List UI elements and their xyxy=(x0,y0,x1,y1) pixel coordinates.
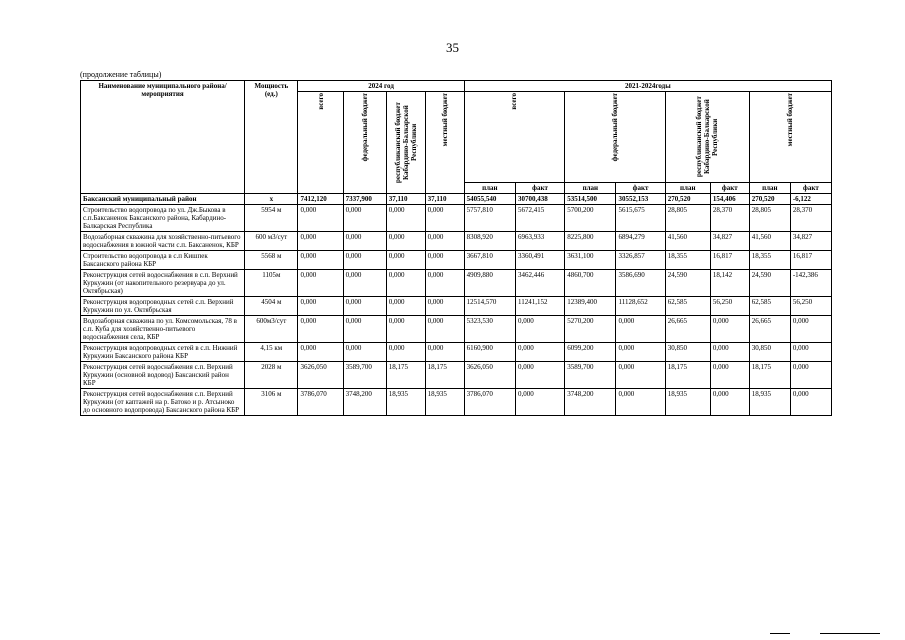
row-value: 0,000 xyxy=(386,251,425,270)
row-value: 26,665 xyxy=(665,316,710,343)
row-value: 62,585 xyxy=(749,297,790,316)
row-value: 18,175 xyxy=(749,362,790,389)
row-value: 30,850 xyxy=(665,343,710,362)
row-value: 3786,070 xyxy=(464,389,515,416)
row-value: 0,000 xyxy=(298,251,343,270)
row-value: 18,935 xyxy=(425,389,464,416)
header-plan: план xyxy=(749,183,790,194)
row-value: 18,175 xyxy=(425,362,464,389)
row-value: 18,935 xyxy=(386,389,425,416)
row-value: 34,827 xyxy=(790,232,831,251)
row-value: 6894,279 xyxy=(616,232,665,251)
row-name: Реконструкция водопроводных сетей с.п. Верхний Куркужин по ул. Октябрьская xyxy=(81,297,245,316)
table-row xyxy=(81,362,832,389)
row-value: 3326,857 xyxy=(616,251,665,270)
row-value: 0,000 xyxy=(515,343,564,362)
row-value: 24,590 xyxy=(749,270,790,297)
header-2024-local: местный бюджет xyxy=(425,92,464,194)
row-value: 3589,700 xyxy=(565,362,616,389)
row-value: 0,000 xyxy=(386,316,425,343)
row-capacity: х xyxy=(245,194,298,205)
table-row xyxy=(81,343,832,362)
row-value: 0,000 xyxy=(343,297,386,316)
bottom-rule-short xyxy=(770,633,790,634)
row-value: 18,355 xyxy=(665,251,710,270)
row-value: 5615,675 xyxy=(616,205,665,232)
row-value: 0,000 xyxy=(515,316,564,343)
header-plan: план xyxy=(565,183,616,194)
row-value: 18,355 xyxy=(749,251,790,270)
header-all-federal: федеральный бюджет xyxy=(565,92,666,183)
row-capacity: 5954 м xyxy=(245,205,298,232)
row-value: 3626,050 xyxy=(464,362,515,389)
row-value: 6099,200 xyxy=(565,343,616,362)
table-row xyxy=(81,316,832,343)
row-value: 30552,153 xyxy=(616,194,665,205)
table-row xyxy=(81,270,832,297)
row-value: 12514,570 xyxy=(464,297,515,316)
row-value: 8308,920 xyxy=(464,232,515,251)
header-all-total: всего xyxy=(464,92,565,183)
header-2024-republic: республиканский бюджет Кабардино-Балкарской Республики xyxy=(386,92,425,194)
row-value: 0,000 xyxy=(298,297,343,316)
row-value: 4909,880 xyxy=(464,270,515,297)
row-value: 3748,200 xyxy=(343,389,386,416)
row-value: 5700,200 xyxy=(565,205,616,232)
row-value: 34,827 xyxy=(710,232,749,251)
row-value: 56,250 xyxy=(790,297,831,316)
row-value: 3360,491 xyxy=(515,251,564,270)
row-name: Реконструкция водопроводных сетей в с.п. Нижний Куркужин Баксанского района КБР xyxy=(81,343,245,362)
row-value: 0,000 xyxy=(425,343,464,362)
row-value: 0,000 xyxy=(343,205,386,232)
row-value: 41,560 xyxy=(665,232,710,251)
row-value: 0,000 xyxy=(515,362,564,389)
row-value: 18,175 xyxy=(386,362,425,389)
row-value: 30,850 xyxy=(749,343,790,362)
row-value: 56,250 xyxy=(710,297,749,316)
row-value: 154,406 xyxy=(710,194,749,205)
row-value: 4860,700 xyxy=(565,270,616,297)
row-value: 0,000 xyxy=(616,316,665,343)
row-value: 11241,152 xyxy=(515,297,564,316)
row-value: 62,585 xyxy=(665,297,710,316)
row-value: 18,935 xyxy=(665,389,710,416)
row-value: 0,000 xyxy=(616,389,665,416)
header-plan: план xyxy=(665,183,710,194)
row-value: 0,000 xyxy=(790,362,831,389)
row-value: 0,000 xyxy=(790,389,831,416)
row-capacity: 4504 м xyxy=(245,297,298,316)
row-value: 0,000 xyxy=(616,343,665,362)
row-value: 0,000 xyxy=(616,362,665,389)
row-value: 3626,050 xyxy=(298,362,343,389)
row-value: 0,000 xyxy=(425,251,464,270)
row-capacity: 600 м3/сут xyxy=(245,232,298,251)
row-value: 0,000 xyxy=(425,205,464,232)
row-value: 18,935 xyxy=(749,389,790,416)
row-value: 12389,400 xyxy=(565,297,616,316)
page-number: 35 xyxy=(446,40,459,55)
row-name: Строительство водопровода по ул. Дж.Быкова в с.п.Баксаненок Баксанского района, Кабардино-Балкарская Республика xyxy=(81,205,245,232)
funding-table xyxy=(80,80,832,416)
row-value: 3748,200 xyxy=(565,389,616,416)
table-row xyxy=(81,389,832,416)
row-value: 5757,810 xyxy=(464,205,515,232)
row-value: 5323,530 xyxy=(464,316,515,343)
row-name: Строительство водопровода в с.п Кишпек Баксанского района КБР xyxy=(81,251,245,270)
row-value: 16,817 xyxy=(710,251,749,270)
row-name: Реконструкция сетей водоснабжения с.п. Верхний Куркужин (основной водовод) Баксанский район КБР xyxy=(81,362,245,389)
header-2024-total: всего xyxy=(298,92,343,194)
row-value: 0,000 xyxy=(386,297,425,316)
row-value: 18,175 xyxy=(665,362,710,389)
row-capacity: 600м3/сут xyxy=(245,316,298,343)
row-value: 7412,120 xyxy=(298,194,343,205)
row-value: 270,520 xyxy=(749,194,790,205)
table-row xyxy=(81,297,832,316)
row-value: 0,000 xyxy=(425,297,464,316)
header-2024: 2024 год xyxy=(298,81,464,92)
header-fact: факт xyxy=(790,183,831,194)
row-value: 0,000 xyxy=(710,316,749,343)
row-value: 0,000 xyxy=(343,251,386,270)
row-name: Реконструкция сетей водоснабжения с.п. Верхний Куркужин (от каптажей на р. Батоко и р. Атсыноко до основного водопровода) Баксанского района КБР xyxy=(81,389,245,416)
row-value: 0,000 xyxy=(790,316,831,343)
row-value: 37,110 xyxy=(386,194,425,205)
row-value: 6963,933 xyxy=(515,232,564,251)
row-value: 0,000 xyxy=(710,343,749,362)
row-capacity: 5568 м xyxy=(245,251,298,270)
table-row xyxy=(81,232,832,251)
row-value: 3786,070 xyxy=(298,389,343,416)
row-value: 5270,200 xyxy=(565,316,616,343)
row-value: 16,817 xyxy=(790,251,831,270)
row-value: -6,122 xyxy=(790,194,831,205)
row-capacity: 3106 м xyxy=(245,389,298,416)
row-value: 0,000 xyxy=(343,343,386,362)
header-name: Наименование муниципального района/мероприятия xyxy=(81,81,245,194)
row-value: 53514,500 xyxy=(565,194,616,205)
row-value: 3631,100 xyxy=(565,251,616,270)
row-value: 0,000 xyxy=(386,343,425,362)
row-value: 3589,700 xyxy=(343,362,386,389)
row-value: 0,000 xyxy=(790,343,831,362)
row-value: 30700,438 xyxy=(515,194,564,205)
row-value: 0,000 xyxy=(298,316,343,343)
row-capacity: 4,15 км xyxy=(245,343,298,362)
table-row xyxy=(81,251,832,270)
row-value: 0,000 xyxy=(386,232,425,251)
continuation-label: (продолжение таблицы) xyxy=(80,70,162,79)
row-value: 0,000 xyxy=(386,270,425,297)
row-value: 26,665 xyxy=(749,316,790,343)
row-value: 0,000 xyxy=(425,316,464,343)
row-value: 11128,652 xyxy=(616,297,665,316)
row-value: 0,000 xyxy=(710,389,749,416)
row-value: 6160,900 xyxy=(464,343,515,362)
row-value: 41,560 xyxy=(749,232,790,251)
row-value: 28,370 xyxy=(710,205,749,232)
bottom-rule xyxy=(820,633,880,634)
row-value: 24,590 xyxy=(665,270,710,297)
row-name: Водозаборная скважина для хозяйственно-питьевого водоснабжения в южной части с.п. Баксаненок, КБР xyxy=(81,232,245,251)
row-value: 0,000 xyxy=(425,270,464,297)
header-fact: факт xyxy=(616,183,665,194)
row-value: 0,000 xyxy=(710,362,749,389)
row-capacity: 1105м xyxy=(245,270,298,297)
row-value: 0,000 xyxy=(298,270,343,297)
row-value: 8225,800 xyxy=(565,232,616,251)
header-2024-federal: федеральный бюджет xyxy=(343,92,386,194)
row-value: 0,000 xyxy=(515,389,564,416)
row-value: 7337,900 xyxy=(343,194,386,205)
row-value: 18,142 xyxy=(710,270,749,297)
row-value: 3462,446 xyxy=(515,270,564,297)
table-body xyxy=(81,194,832,416)
row-name: Баксанский муниципальный район xyxy=(81,194,245,205)
row-value: 0,000 xyxy=(298,343,343,362)
header-all-local: местный бюджет xyxy=(749,92,831,183)
header-fact: факт xyxy=(710,183,749,194)
row-value: 5672,415 xyxy=(515,205,564,232)
row-value: 28,805 xyxy=(665,205,710,232)
row-value: -142,386 xyxy=(790,270,831,297)
row-value: 0,000 xyxy=(298,232,343,251)
header-capacity: Мощность (ед.) xyxy=(245,81,298,194)
row-value: 0,000 xyxy=(386,205,425,232)
row-value: 28,805 xyxy=(749,205,790,232)
row-value: 0,000 xyxy=(298,205,343,232)
row-value: 37,110 xyxy=(425,194,464,205)
row-value: 3586,690 xyxy=(616,270,665,297)
row-capacity: 2028 м xyxy=(245,362,298,389)
row-value: 0,000 xyxy=(343,316,386,343)
header-plan: план xyxy=(464,183,515,194)
row-value: 0,000 xyxy=(343,270,386,297)
header-2021-2024: 2021-2024годы xyxy=(464,81,831,92)
table-row-total xyxy=(81,194,832,205)
header-fact: факт xyxy=(515,183,564,194)
row-name: Реконструкция сетей водоснабжения в с.п. Верхний Куркужин (от накопительного резервуара до ул. Октябрьская) xyxy=(81,270,245,297)
row-value: 3667,810 xyxy=(464,251,515,270)
row-value: 0,000 xyxy=(425,232,464,251)
row-value: 0,000 xyxy=(343,232,386,251)
row-name: Водозаборная скважина по ул. Комсомольская, 78 в с.п. Куба для хозяйственно-питьевого водоснабжения села, КБР xyxy=(81,316,245,343)
row-value: 270,520 xyxy=(665,194,710,205)
row-value: 54055,540 xyxy=(464,194,515,205)
row-value: 28,370 xyxy=(790,205,831,232)
header-all-republic: республиканский бюджет Кабардино-Балкарской Республики xyxy=(665,92,749,183)
table-row xyxy=(81,205,832,232)
